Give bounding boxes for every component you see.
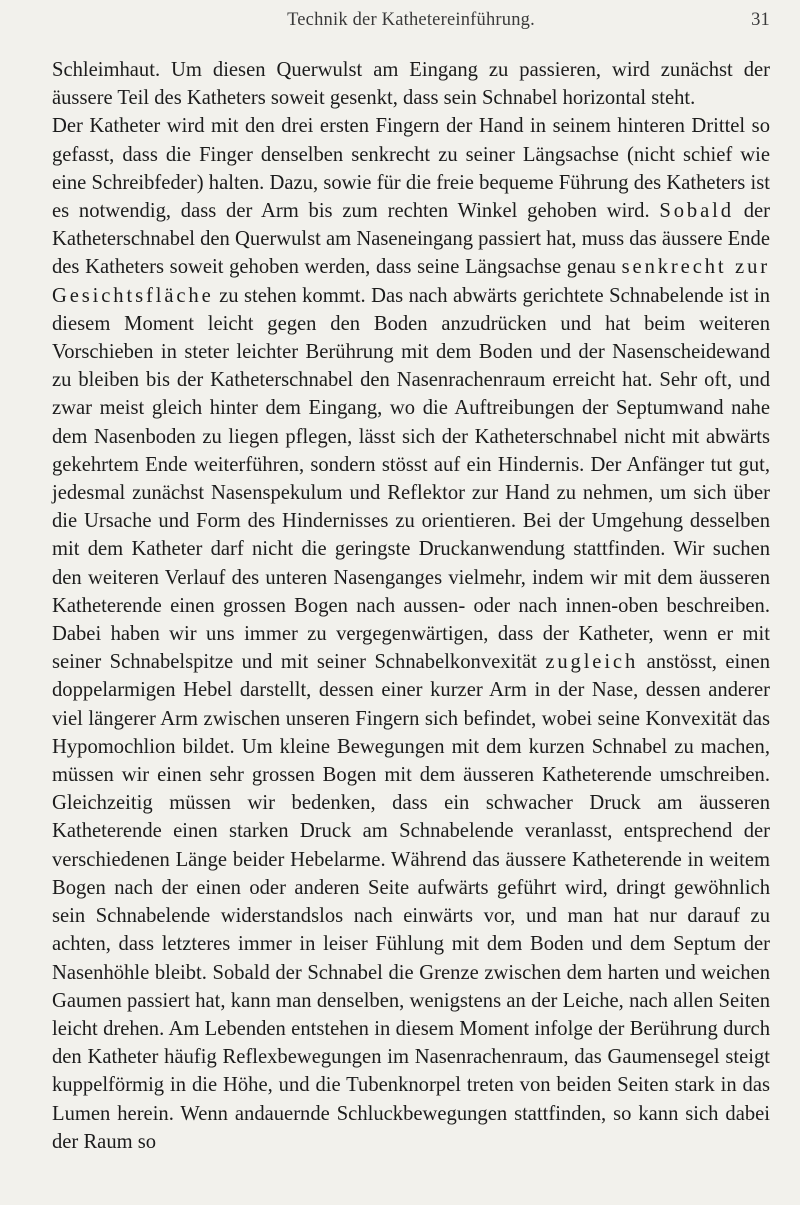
page-number: 31 (751, 10, 770, 30)
text-run: Schleimhaut. Um diesen Querwulst am Eingang zu passieren, wird zunächst der äussere Teil des Katheters soweit gesenkt, dass sein Schnabel horizontal steht. (52, 59, 770, 110)
running-header (52, 10, 770, 36)
text-run: zu stehen kommt. Das nach abwärts gerichtete Schnabelende ist in diesem Moment leicht gegen den Boden anzudrücken und hat beim weiteren Vorschieben in steter leichter Berührung mit dem Boden und der Nasenscheidewand zu bleiben bis der Katheterschnabel den Nasenrachenraum erreicht hat. Sehr oft, und zwar meist gleich hinter dem Eingang, wo die Auftreibungen der Septumwand nahe dem Nasenboden zu liegen pflegen, lässt sich der Katheterschnabel nicht mit abwärts gekehrtem Ende weiterführen, sondern stösst auf ein Hindernis. Der Anfänger tut gut, jedesmal zunächst Nasenspekulum und Reflektor zur Hand zu nehmen, um sich über die Ursache und Form des Hindernisses zu orientieren. Bei der Umgehung desselben mit dem Katheter darf nicht die geringste Druckanwendung stattfinden. Wir suchen den weiteren Verlauf des unteren Nasenganges vielmehr, indem wir mit dem äusseren Katheterende einen grossen Bogen nach aussen- oder nach innen-oben beschreiben. Dabei haben wir uns immer zu vergegenwärtigen, dass der Katheter, wenn er mit seiner Schnabelspitze und mit seiner Schnabelkonvexität (52, 284, 770, 674)
paragraph-2 (52, 112, 770, 1156)
running-title: Technik der Kathetereinführung. (287, 10, 535, 30)
body-text (52, 56, 770, 1156)
spaced-emphasis: zugleich (545, 651, 639, 674)
paragraph-1 (52, 56, 770, 112)
text-run: Der Katheter wird mit den drei ersten Fingern der Hand in seinem hinteren Drittel so gefasst, dass die Finger denselben senkrecht zu seiner Längsachse (nicht schief wie eine Schreibfeder) halten. Dazu, sowie für die freie bequeme Führung des Katheters ist es notwendig, dass der Arm bis zum rechten Winkel gehoben wird. (52, 115, 770, 223)
text-run: der Katheterschnabel den Querwulst am Naseneingang passiert hat, muss das äussere Ende des Katheters soweit gehoben werden, dass seine Längsachse genau (52, 200, 770, 279)
spaced-emphasis: Sobald (659, 200, 734, 223)
text-run: anstösst, einen doppelarmigen Hebel darstellt, dessen einer kurzer Arm in der Nase, dessen anderer viel längerer Arm zwischen unseren Fingern sich befindet, wobei seine Konvexität das Hypomochlion bildet. Um kleine Bewegungen mit dem kurzen Schnabel zu machen, müssen wir einen sehr grossen Bogen mit dem äusseren Katheterende umschreiben. Gleichzeitig müssen wir bedenken, dass ein schwacher Druck am äusseren Katheterende einen starken Druck am Schnabelende veranlasst, entsprechend der verschiedenen Länge beider Hebelarme. Während das äussere Katheterende in weitem Bogen nach der einen oder anderen Seite aufwärts geführt wird, dringt gewöhnlich sein Schnabelende widerstandslos nach einwärts vor, und man hat nur darauf zu achten, dass letzteres immer in leiser Fühlung mit dem Boden und dem Septum der Nasenhöhle bleibt. Sobald der Schnabel die Grenze zwischen dem harten und weichen Gaumen passiert hat, kann man denselben, wenigstens an der Leiche, nach allen Seiten leicht drehen. Am Lebenden entstehen in diesem Moment infolge der Berührung durch den Katheter häufig Reflexbewegungen im Nasenrachenraum, das Gaumensegel steigt kuppelförmig in die Höhe, und die Tubenknorpel treten von beiden Seiten stark in das Lumen herein. Wenn andauernde Schluckbewegungen stattfinden, so kann sich dabei der Raum so (52, 651, 770, 1153)
spaced-emphasis: senkrecht zur Gesichtsfläche (52, 256, 770, 307)
